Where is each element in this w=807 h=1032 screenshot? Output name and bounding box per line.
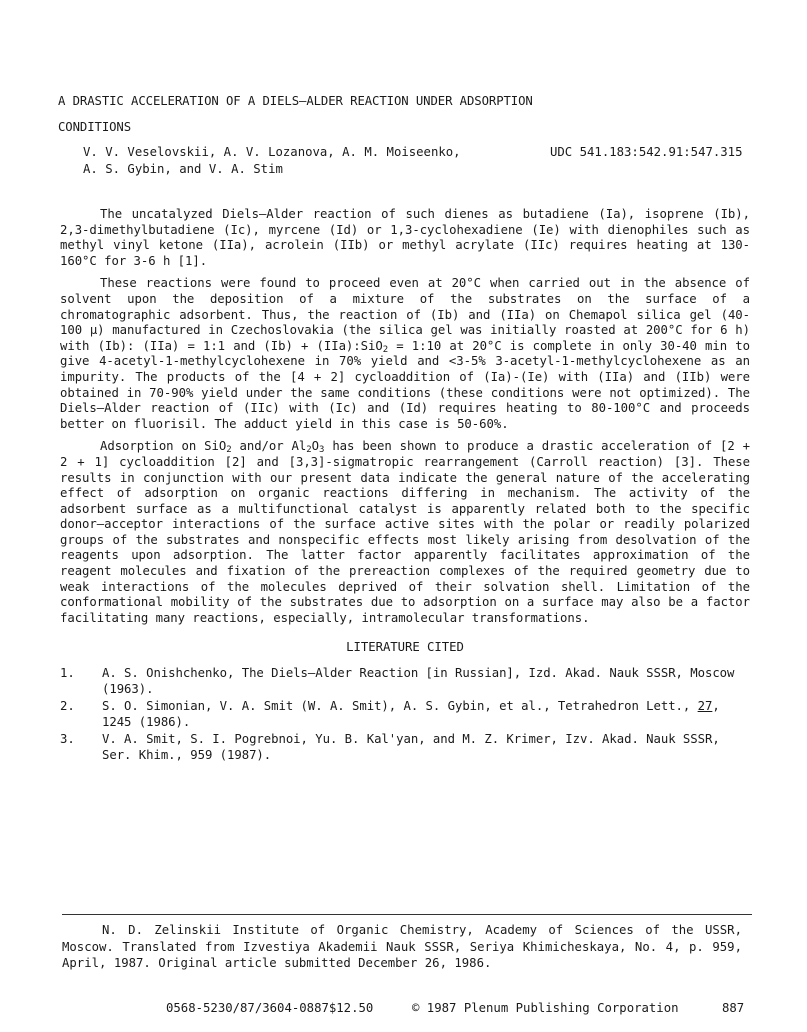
reference-text: V. A. Smit, S. I. Pogrebnoi, Yu. B. Kal'yan, and M. Z. Krimer, Izv. Akad. Nauk SSSR, Ser. Khim., 959 (1987). bbox=[102, 732, 720, 762]
paragraph-3-part-c: O bbox=[311, 439, 320, 454]
paragraph-3 bbox=[60, 439, 750, 626]
paragraph-2 bbox=[60, 276, 750, 432]
reference-item bbox=[60, 699, 750, 730]
reference-number: 1. bbox=[60, 666, 75, 681]
reference-text-part-b: , 1245 (1986). bbox=[102, 699, 720, 729]
footer-code: 0568-5230/87/3604-0887$12.50 bbox=[166, 1001, 374, 1015]
paragraph-3-part-b: and/or Al bbox=[231, 439, 307, 454]
reference-text bbox=[102, 699, 750, 730]
reference-number: 2. bbox=[60, 699, 75, 714]
authors-line-1: V. V. Veselovskii, A. V. Lozanova, A. M. Moiseenko, bbox=[83, 145, 461, 159]
subscript: 2 bbox=[306, 445, 312, 456]
article-body bbox=[60, 207, 750, 766]
title-line-1: A DRASTIC ACCELERATION OF A DIELS—ALDER REACTION UNDER ADSORPTION bbox=[58, 94, 533, 108]
subscript: 2 bbox=[382, 344, 389, 355]
paragraph-1: The uncatalyzed Diels—Alder reaction of such dienes as butadiene (Ia), isoprene (Ib), 2,3-dimethylbutadiene (Ic), myrcene (Id) or 1,3-cyclohexadiene (Ie) with dienophiles such as methyl vinyl ketone (IIa), acrolein (IIb) or methyl acrylate (IIc) requires heating at 130-160°C for 3-6 h [1]. bbox=[60, 207, 750, 268]
footer-copyright: © 1987 Plenum Publishing Corporation bbox=[412, 1001, 679, 1015]
literature-heading: LITERATURE CITED bbox=[346, 640, 464, 655]
paragraph-3-part-a: Adsorption on SiO bbox=[100, 439, 227, 454]
footnote: N. D. Zelinskii Institute of Organic Chemistry, Academy of Sciences of the USSR, Moscow. Translated from Izvestiya Akademii Nauk SSSR, Seriya Khimicheskaya, No. 4, p. 959, April, 1987. Original article submitted December 26, 1986. bbox=[62, 923, 742, 970]
authors-line-2: A. S. Gybin, and V. A. Stim bbox=[83, 162, 283, 176]
reference-text: A. S. Onishchenko, The Diels—Alder Reaction [in Russian], Izd. Akad. Nauk SSSR, Moscow (1963). bbox=[102, 666, 735, 696]
udc-code: UDC 541.183:542.91:547.315 bbox=[550, 145, 743, 159]
subscript: 2 bbox=[226, 445, 232, 456]
author-list bbox=[83, 144, 461, 178]
reference-item bbox=[60, 732, 750, 763]
reference-item bbox=[60, 666, 750, 697]
reference-number: 3. bbox=[60, 732, 75, 747]
paragraph-3-part-d: has been shown to produce a drastic acceleration of [2 + 2 + 1] cycloaddition [2] and [3,3]-sigmatropic rearrangement (Carroll reaction) [3]. These results in conjunction with our present data indicate the general nature of the accelerating effect of adsorption on organic reactions differing in mechanism. The activity of the adsorbent surface as a multifunctional catalyst is apparently related both to the specific donor—acceptor interactions of the surface active sites with the polar or readily polarized groups of the substrates and nonspecific effects most likely arising from desolvation of the reagents upon adsorption. The latter factor apparently facilitates approximation of the reagent molecules and fixation of the prereaction complexes of the required geometry due to weak interactions of the molecules deprived of their solvation shell. Limitation of the conformational mobility of the substrates due to adsorption on a surface may also be a factor facilitating many reactions, especially, intramolecular transformations. bbox=[60, 439, 750, 625]
title-line-2: CONDITIONS bbox=[58, 120, 132, 134]
subscript: 3 bbox=[319, 445, 325, 456]
page-number: 887 bbox=[722, 1001, 745, 1015]
reference-text-part-a: S. O. Simonian, V. A. Smit (W. A. Smit), A. S. Gybin, et al., Tetrahedron Lett., bbox=[102, 699, 698, 714]
footnote-divider bbox=[62, 914, 752, 915]
article-title bbox=[58, 88, 533, 140]
reference-volume: 27 bbox=[697, 699, 713, 714]
paragraph-2-part-a: These reactions were found to proceed even at 20°C when carried out in the absence of solvent upon the deposition of a mixture of the substrates on the surface of a chromatographic adsorbent. Thus, the reaction of (Ib) and (IIa) on Chemapol silica gel (40-100 μ) manufactured in Czechoslovakia (the silica gel was initially roasted at 200°C for 6 h) with (Ib): (IIa) = 1:1 and (Ib) + (IIa):SiO bbox=[60, 276, 750, 353]
paragraph-2-part-b: = 1:10 at 20°C is complete in only 30-40 min to give 4-acetyl-1-methylcyclohexene in 70% yield and <3-5% 3-acetyl-1-methylcyclohexene as an impurity. The products of the [4 + 2] cycloaddition of (Ia)-(Ie) with (IIa) and (IIb) were obtained in 70-90% yield under the same conditions (these conditions were not optimized). The Diels—Alder reaction of (IIc) with (Ic) and (Id) requires heating to 80-100°C and proceeds better on fluorisil. The adduct yield in this case is 50-60%. bbox=[60, 338, 750, 431]
